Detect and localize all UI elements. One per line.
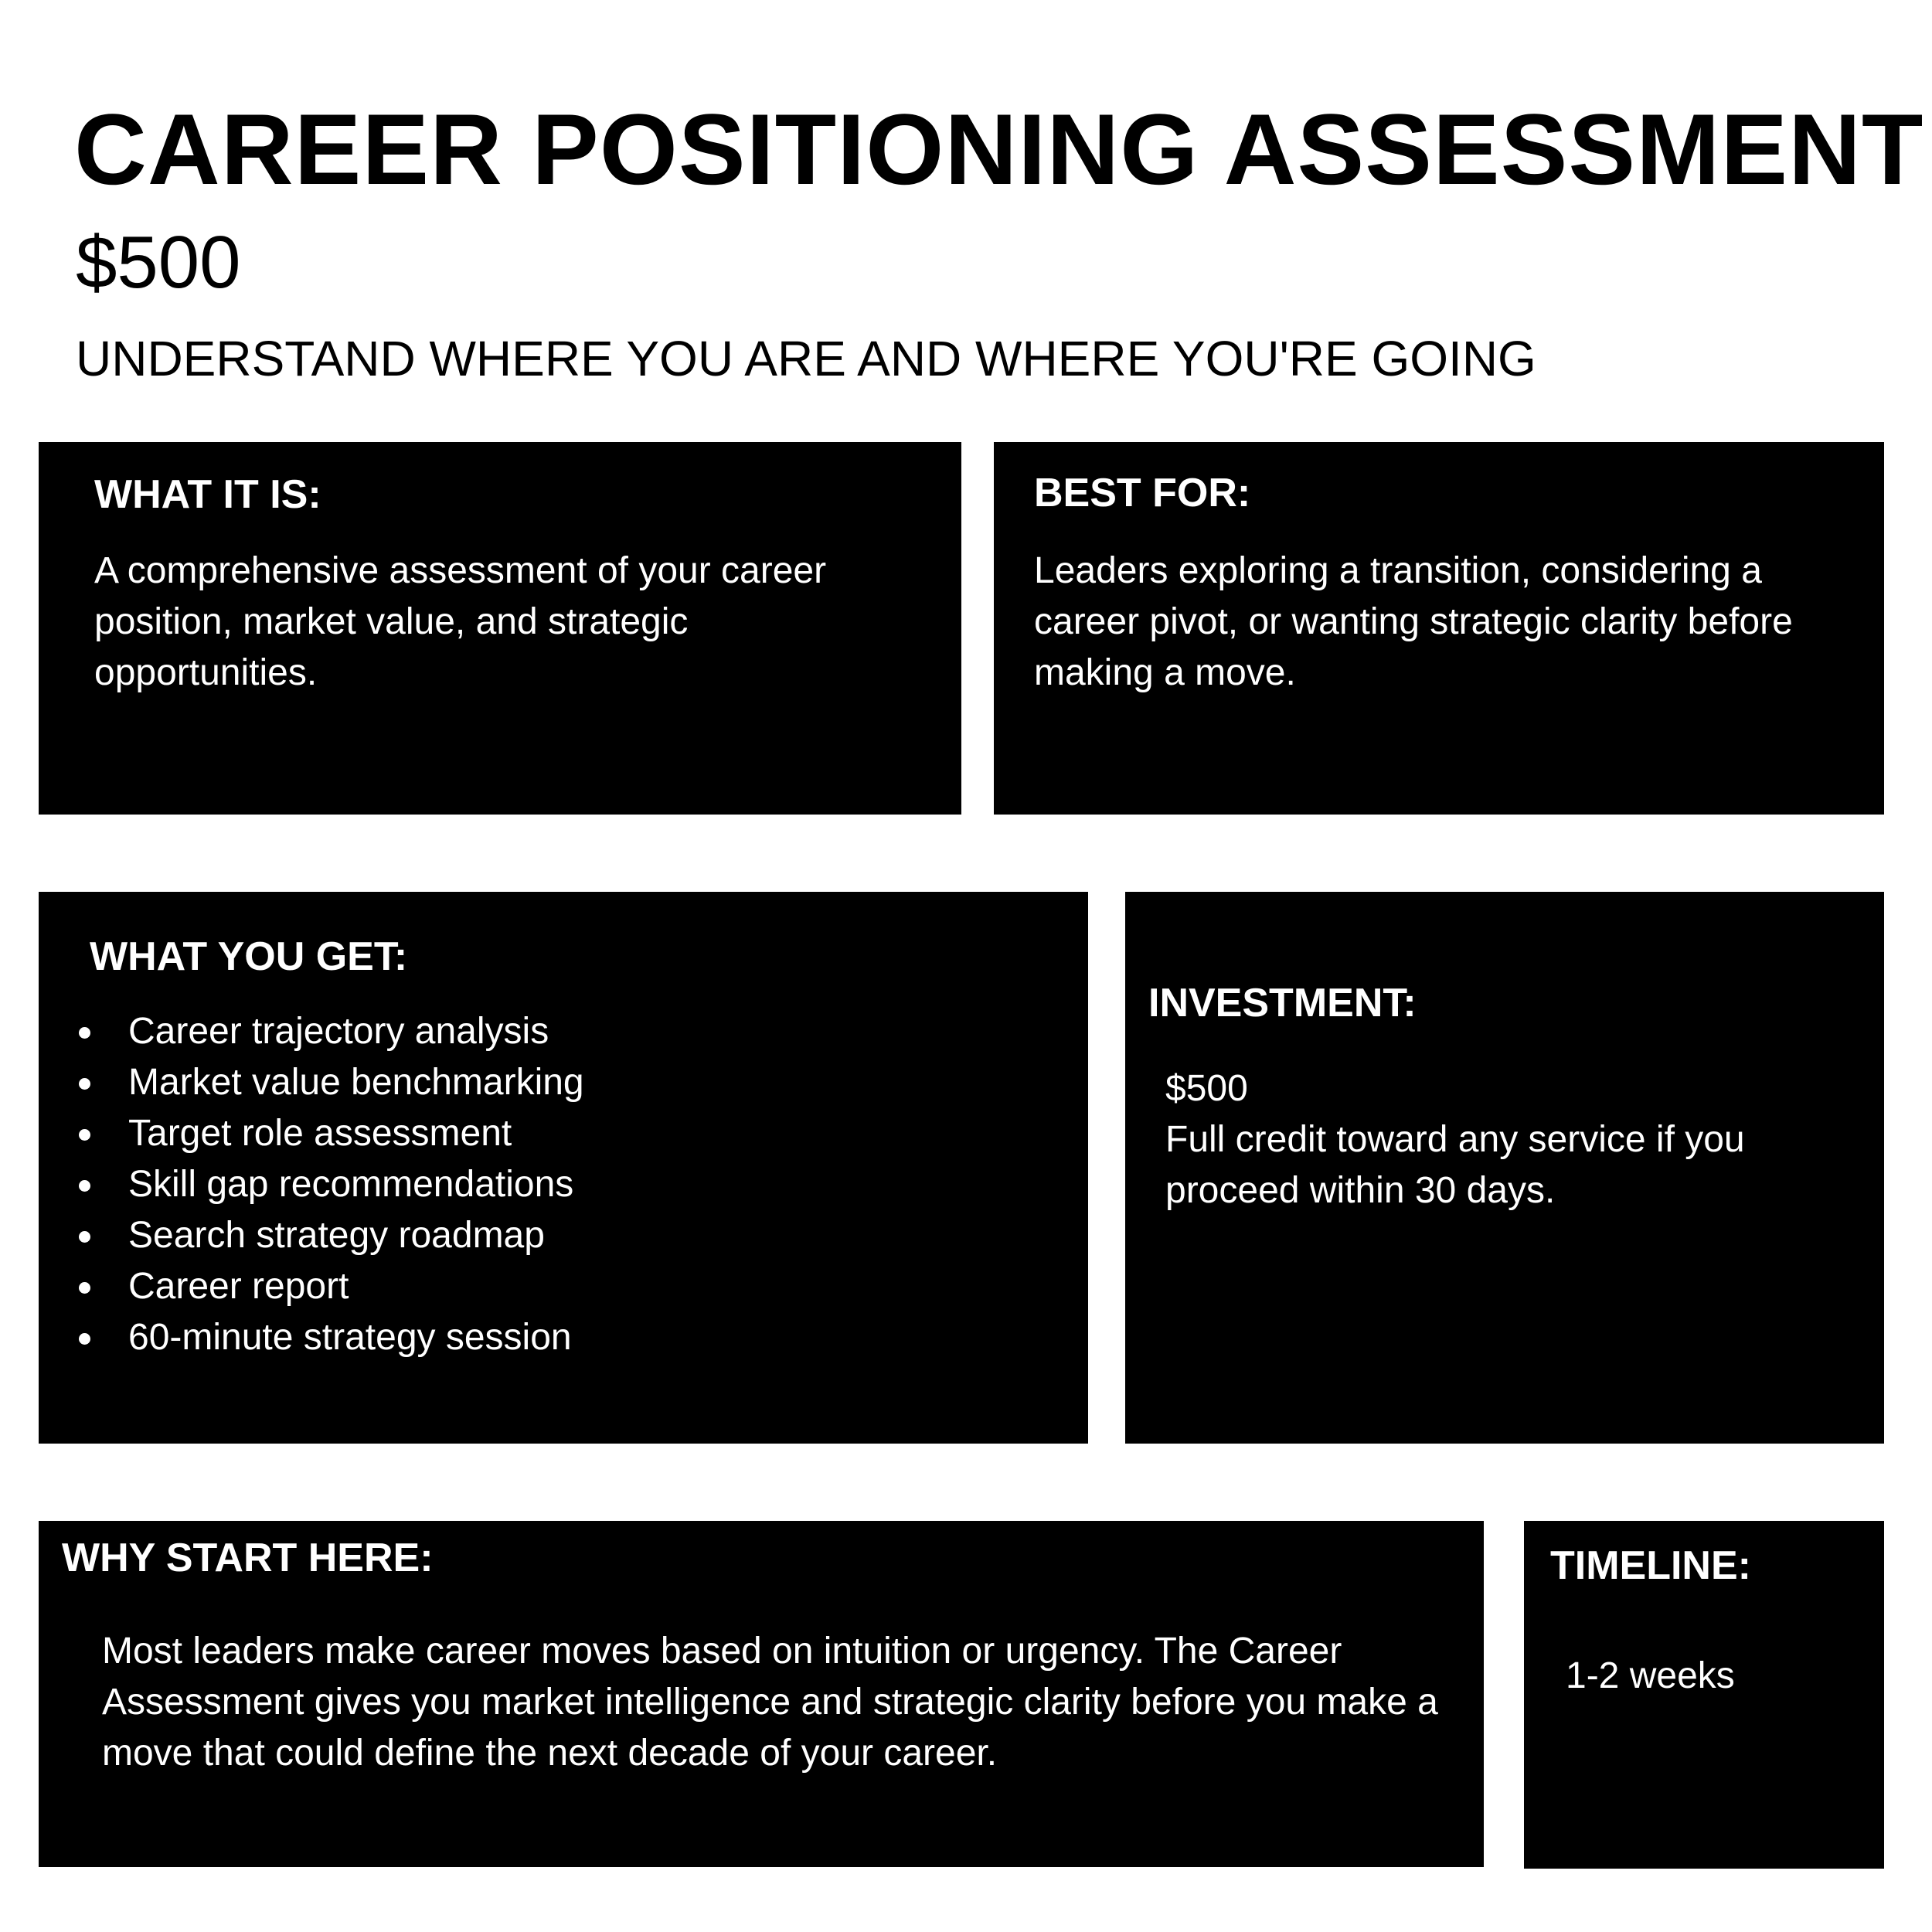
list-item: Market value benchmarking bbox=[39, 1057, 584, 1108]
investment-body bbox=[1165, 1063, 1784, 1216]
why-start-here-body: Most leaders make career moves based on intuition or urgency. The Career Assessment gives you market intelligence and strategic clarity before you make a move that could define the next decade of your career. bbox=[102, 1631, 1438, 1774]
best-for-panel bbox=[994, 442, 1884, 815]
list-item: Skill gap recommendations bbox=[39, 1159, 584, 1210]
list-item: Career trajectory analysis bbox=[39, 1006, 584, 1057]
tagline: UNDERSTAND WHERE YOU ARE AND WHERE YOU'RE GOING bbox=[76, 331, 1536, 386]
list-item: Career report bbox=[39, 1261, 584, 1312]
investment-heading: INVESTMENT: bbox=[1148, 981, 1417, 1026]
list-item: Search strategy roadmap bbox=[39, 1210, 584, 1261]
investment-note: Full credit toward any service if you proceed within 30 days. bbox=[1165, 1119, 1745, 1211]
timeline-heading: TIMELINE: bbox=[1550, 1543, 1751, 1588]
timeline-value: 1-2 weeks bbox=[1566, 1655, 1735, 1696]
what-you-get-heading: WHAT YOU GET: bbox=[90, 934, 408, 979]
investment-panel bbox=[1125, 892, 1884, 1444]
what-you-get-list bbox=[39, 1006, 584, 1363]
page-title: CAREER POSITIONING ASSESSMENT bbox=[74, 93, 1924, 206]
why-start-here-panel bbox=[39, 1521, 1484, 1867]
what-you-get-panel bbox=[39, 892, 1088, 1444]
why-start-here-heading: WHY START HERE: bbox=[62, 1536, 434, 1580]
what-it-is-heading: WHAT IT IS: bbox=[94, 472, 321, 517]
list-item: 60-minute strategy session bbox=[39, 1312, 584, 1363]
what-it-is-body: A comprehensive assessment of your career position, market value, and strategic opportunities. bbox=[94, 550, 827, 693]
what-it-is-panel bbox=[39, 442, 961, 815]
price-label: $500 bbox=[76, 221, 241, 304]
investment-amount: $500 bbox=[1165, 1068, 1248, 1109]
timeline-panel bbox=[1524, 1521, 1884, 1869]
best-for-body: Leaders exploring a transition, considering a career pivot, or wanting strategic clarity before making a move. bbox=[1034, 550, 1793, 693]
list-item: Target role assessment bbox=[39, 1108, 584, 1159]
best-for-heading: BEST FOR: bbox=[1034, 471, 1251, 515]
